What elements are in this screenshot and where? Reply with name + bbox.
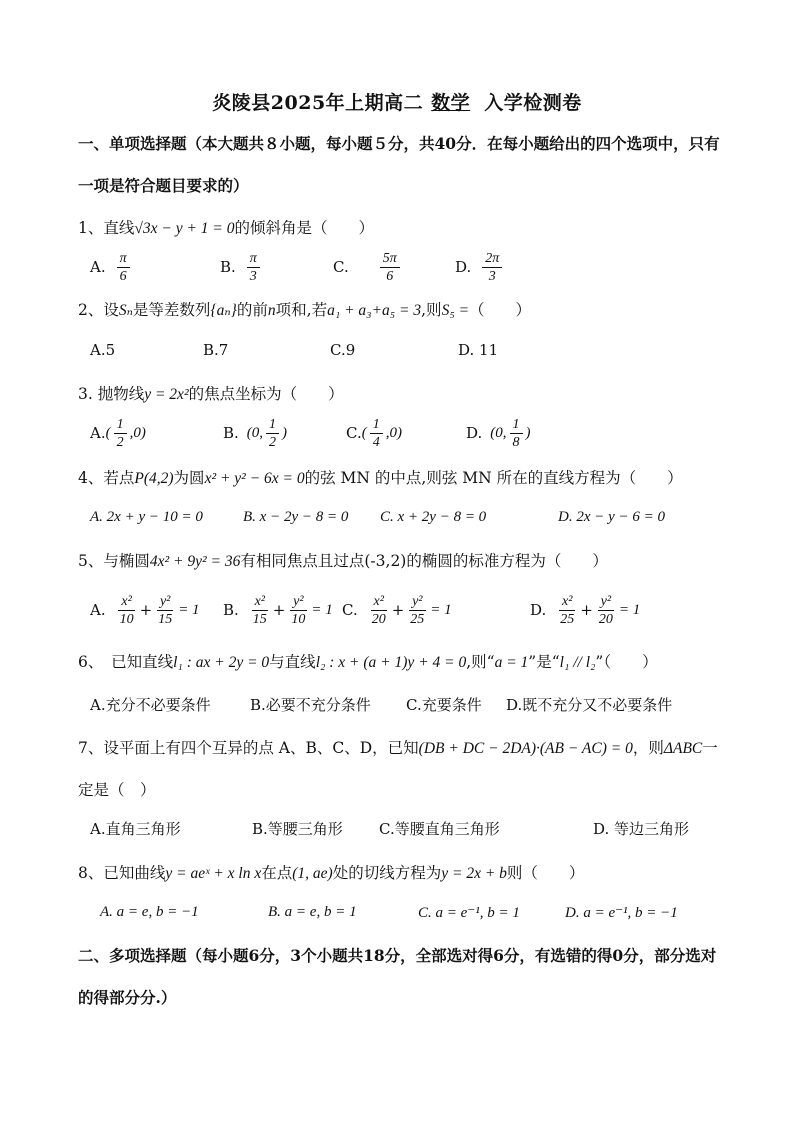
question-8-curve: y = aeˣ + x ln x [165, 865, 262, 882]
coord-open: ( [361, 424, 367, 441]
question-6-parallel: l₁ // l₂ [559, 654, 596, 671]
question-4-circle: x² + y² − 6x = 0 [204, 470, 305, 487]
option-7b[interactable]: B.等腰三角形 [252, 819, 343, 838]
question-3-tail: 的焦点坐标为（ ） [188, 385, 344, 403]
fraction-denominator: 25 [560, 611, 575, 627]
question-7-text: ，则 [632, 739, 664, 757]
fraction-denominator: 10 [119, 611, 134, 627]
fraction-denominator: 3 [249, 268, 257, 284]
question-2-n: n [267, 302, 276, 319]
option-5b[interactable]: B. $\frac{\text{x²}}{15}$ + $\frac{\text{y²}}{10}$ = 1 [223, 593, 333, 627]
option-4a[interactable]: A. 2x + y − 10 = 0 [90, 508, 203, 525]
option-label: A. [90, 424, 106, 442]
option-2b[interactable]: B.7 [203, 341, 229, 359]
question-4-tail: 的弦 MN 的中点,则弦 MN 所在的直线方程为（ ） [304, 469, 683, 487]
question-4-options [90, 497, 710, 537]
option-4b[interactable]: B. x − 2y − 8 = 0 [243, 508, 349, 525]
question-2-sn: Sₙ [118, 302, 133, 319]
question-6-tail: ”（ ） [595, 653, 658, 671]
question-8-tangent: y = 2x + b [441, 865, 507, 882]
coord-close: ) [282, 424, 288, 441]
question-1-lead: 1、直线 [78, 219, 135, 237]
option-8b[interactable]: B. a = e, b = 1 [268, 903, 357, 920]
option-label: B. [223, 424, 239, 442]
question-7-lead: 7、设平面上有四个互异的点 A、B、C、D，已知 [78, 739, 419, 757]
fraction-numerator: x² [118, 593, 134, 611]
option-label: D. [455, 258, 472, 276]
option-3b[interactable] [223, 413, 287, 453]
fraction-denominator: 6 [386, 268, 394, 284]
option-label: C. [342, 601, 358, 619]
question-2-s5: S₅ = [441, 302, 470, 319]
option-6c[interactable]: C.充要条件 [406, 695, 482, 714]
question-4-point: P(4,2) [134, 470, 174, 487]
question-6-text: 与直线 [269, 653, 316, 671]
option-8a[interactable]: A. a = e, b = −1 [100, 903, 199, 920]
question-5-lead: 5、与椭圆 [78, 552, 150, 570]
fraction-numerator: x² [559, 593, 575, 611]
option-5c[interactable]: C. $\frac{\text{x²}}{20}$ + $\frac{\text{y²}}{25}$ = 1 [342, 593, 452, 627]
question-4 [78, 466, 683, 488]
fraction-denominator: 20 [598, 611, 613, 627]
question-3-options [90, 413, 710, 453]
option-label: B. [223, 601, 239, 619]
question-1-options [90, 247, 710, 287]
question-5 [78, 549, 608, 571]
question-7-text: 一 [702, 739, 718, 757]
fraction-denominator: 6 [119, 268, 127, 284]
fraction-numerator: 5π [380, 250, 400, 268]
option-8d[interactable]: D. a = e⁻¹, b = −1 [565, 904, 678, 921]
option-label: C. [333, 258, 349, 276]
option-label: D. [530, 601, 547, 619]
fraction-denominator: 15 [252, 611, 267, 627]
question-8-options [90, 892, 710, 932]
option-5d[interactable]: D. $\frac{\text{x²}}{25}$ + $\frac{\text{y²}}{20}$ = 1 [530, 593, 641, 627]
option-1b[interactable] [220, 247, 263, 287]
title-subject: 数学 [431, 92, 471, 114]
coord-open: (0, [490, 424, 507, 441]
fraction-numerator: y² [409, 593, 425, 611]
option-8c[interactable]: C. a = e⁻¹, b = 1 [418, 904, 520, 921]
question-2 [78, 298, 531, 320]
fraction-denominator: 10 [291, 611, 306, 627]
question-7-vector-expression: (DB + DC − 2DA)·(AB − AC) = 0 [418, 740, 633, 757]
option-1a[interactable] [90, 247, 133, 287]
question-2-text: ,则 [421, 301, 442, 319]
question-3-equation: y = 2x² [144, 386, 189, 403]
coord-close: ,0) [129, 424, 146, 441]
question-7 [78, 736, 718, 758]
option-2d[interactable]: D. 11 [458, 341, 499, 359]
question-4-text: 为圆 [173, 469, 205, 487]
equals-one: = 1 [178, 601, 200, 618]
question-7-options [90, 808, 710, 848]
question-2-an: {aₙ} [210, 302, 237, 319]
fraction-denominator: 20 [371, 611, 386, 627]
question-2-text: 的前 [236, 301, 268, 319]
fraction-numerator: 2π [482, 250, 502, 268]
question-2-lead: 2、设 [78, 301, 119, 319]
coord-open: (0, [246, 424, 264, 441]
question-7-line-2: 定是（ ） [78, 781, 156, 799]
question-2-text: （ ） [469, 301, 532, 319]
question-8-point: (1, ae) [292, 865, 333, 882]
fraction-denominator: 4 [372, 434, 380, 450]
option-5a[interactable]: A. $\frac{\text{x²}}{10}$ + $\frac{\text{y²}}{15}$ = 1 [90, 593, 200, 627]
question-5-tail: 的椭圆的标准方程为（ ） [406, 552, 608, 570]
fraction-denominator: 3 [488, 268, 496, 284]
fraction-numerator: y² [290, 593, 306, 611]
option-label: C. [346, 424, 362, 442]
option-6d[interactable]: D.既不充分又不必要条件 [506, 695, 673, 714]
option-4d[interactable]: D. 2x − y − 6 = 0 [558, 508, 666, 525]
page-title [0, 88, 794, 115]
section-1-heading: 一、单项选择题（本大题共８小题，每小题５分，共40分．在每小题给出的四个选项中，只有一项是符合题目要求的） [78, 134, 720, 195]
question-5-text: 有相同焦点且过点 [240, 552, 365, 570]
fraction-denominator: 2 [269, 434, 277, 450]
question-7-triangle: ΔABC [663, 740, 703, 757]
coord-close: ,0) [385, 424, 402, 441]
fraction-numerator: 1 [510, 416, 523, 434]
question-1-tail: 的倾斜角是（ ） [234, 219, 375, 237]
question-6-line-1: l₁ : ax + 2y = 0 [173, 654, 270, 671]
question-2-text: 项和,若 [275, 301, 328, 319]
question-8-lead: 8、已知曲线 [78, 864, 166, 882]
question-8-tail: 则（ ） [506, 864, 585, 882]
question-6 [78, 650, 658, 672]
question-5-point: (-3,2) [364, 552, 407, 570]
question-3-lead: 3. 抛物线 [78, 385, 145, 403]
option-3c[interactable] [346, 413, 402, 453]
question-4-lead: 4、若点 [78, 469, 135, 487]
fraction-numerator: 1 [266, 416, 279, 434]
option-1d[interactable] [455, 247, 505, 287]
option-2c[interactable]: C.9 [330, 341, 356, 359]
question-8 [78, 861, 584, 883]
option-3d[interactable] [466, 413, 531, 453]
fraction-numerator: 1 [370, 416, 383, 434]
fraction-numerator: y² [598, 593, 614, 611]
option-label: D. [466, 424, 483, 442]
question-6-condition: a = 1 [494, 654, 529, 671]
question-1 [78, 216, 374, 238]
question-6-line-2: l₂ : x + (a + 1)y + 4 = 0 [315, 654, 467, 671]
option-6a[interactable]: A.充分不必要条件 [90, 695, 211, 714]
option-3a[interactable] [90, 413, 146, 453]
option-label: A. [90, 601, 106, 619]
fraction-denominator: 8 [512, 434, 520, 450]
question-5-options [90, 590, 710, 630]
question-6-options [90, 684, 710, 724]
question-6-lead: 6、 已知直线 [78, 653, 174, 671]
option-7a[interactable]: A.直角三角形 [90, 819, 181, 838]
fraction-numerator: y² [157, 593, 173, 611]
fraction-numerator: 1 [114, 416, 127, 434]
option-7c[interactable]: C.等腰直角三角形 [379, 819, 500, 838]
fraction-numerator: x² [252, 593, 268, 611]
equals-one: = 1 [311, 601, 333, 618]
coord-close: ) [525, 424, 531, 441]
fraction-numerator: π [247, 250, 260, 268]
equals-one: = 1 [430, 601, 452, 618]
question-8-text: 在点 [261, 864, 293, 882]
question-2-options [90, 330, 710, 370]
fraction-denominator: 25 [410, 611, 425, 627]
option-1c[interactable] [333, 247, 403, 287]
question-6-text: ,则“ [466, 653, 495, 671]
question-6-text: ”是“ [528, 653, 560, 671]
fraction-numerator: π [117, 250, 130, 268]
equals-one: = 1 [618, 601, 641, 618]
question-5-ellipse: 4x² + 9y² = 36 [149, 553, 241, 570]
section-2-heading: 二、多项选择题（每小题6分，3个小题共18分，全部选对得6分，有选错的得0分，部分选对的得部分分.） [78, 946, 717, 1007]
option-2a[interactable]: A.5 [90, 341, 116, 359]
question-8-text: 处的切线方程为 [332, 864, 442, 882]
question-2-text: 是等差数列 [132, 301, 211, 319]
question-3 [78, 382, 344, 404]
question-2-condition: a₁ + a₃+a₅ = 3 [327, 302, 422, 319]
fraction-denominator: 2 [116, 434, 124, 450]
option-4c[interactable]: C. x + 2y − 8 = 0 [380, 508, 487, 525]
question-1-equation: √3x − y + 1 = 0 [134, 220, 235, 237]
option-label: B. [220, 258, 236, 276]
option-label: A. [90, 258, 106, 276]
title-suffix: 入学检测卷 [484, 92, 582, 114]
fraction-denominator: 15 [158, 611, 173, 627]
option-7d[interactable]: D. 等边三角形 [593, 819, 690, 838]
coord-open: ( [105, 424, 111, 441]
title-prefix: 炎陵县2025年上期高二 [212, 92, 424, 114]
option-6b[interactable]: B.必要不充分条件 [250, 695, 371, 714]
fraction-numerator: x² [371, 593, 387, 611]
